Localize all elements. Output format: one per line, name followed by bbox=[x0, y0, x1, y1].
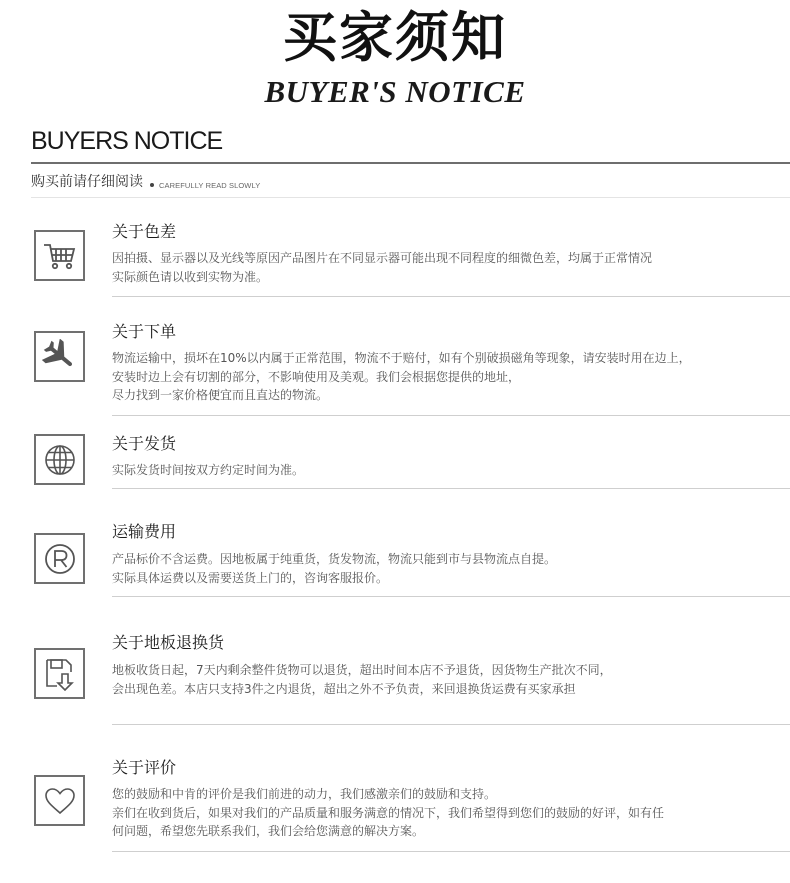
shopping-cart-icon bbox=[42, 238, 78, 274]
text-line: 实际颜色请以收到实物为准。 bbox=[112, 269, 269, 284]
item-divider bbox=[112, 488, 790, 489]
subtitle-divider bbox=[31, 197, 790, 198]
text-line: 实际发货时间按双方约定时间为准。 bbox=[112, 463, 305, 477]
page-title: 买家须知 bbox=[283, 6, 507, 69]
item-divider bbox=[112, 596, 790, 597]
return-box-icon bbox=[42, 656, 78, 692]
item-title: 关于评价 bbox=[112, 758, 177, 777]
text-line: 实际具体运费以及需要送货上门的，咨询客服报价。 bbox=[112, 570, 389, 585]
subtitle-cn: 购买前请仔细阅读 bbox=[31, 174, 143, 190]
icon-frame bbox=[34, 434, 85, 485]
subtitle-en: CAREFULLY READ SLOWLY bbox=[159, 180, 261, 190]
bullet-dot bbox=[150, 183, 154, 187]
heart-icon bbox=[42, 783, 78, 819]
text-line: 地板收货日起，7天内剩余整件货物可以退货，超出时间本店不予退货，因货物生产批次不同， bbox=[112, 663, 612, 677]
globe-icon bbox=[42, 442, 78, 478]
icon-frame bbox=[34, 230, 85, 281]
text-line: 您的鼓励和中肯的评价是我们前进的动力，我们感激亲们的鼓励和支持。 bbox=[112, 787, 497, 801]
item-description bbox=[112, 461, 782, 480]
text-line: 亲们在收到货后，如果对我们的产品质量和服务满意的情况下，我们希望得到您们的鼓励的好评，如有任 bbox=[112, 805, 665, 820]
item-divider bbox=[112, 851, 790, 852]
item-title: 关于色差 bbox=[112, 222, 177, 241]
item-description bbox=[112, 249, 782, 286]
item-divider bbox=[112, 296, 790, 297]
item-description bbox=[112, 661, 782, 698]
icon-frame bbox=[34, 533, 85, 584]
item-divider bbox=[112, 724, 790, 725]
text-line: 安装时边上会有切割的部分，不影响使用及美观。我们会根据您提供的地址， bbox=[112, 369, 521, 384]
section-divider bbox=[31, 162, 790, 164]
text-line: 产品标价不含运费。因地板属于纯重货，货发物流，物流只能到市与县物流点自提。 bbox=[112, 552, 557, 566]
registered-mark-icon bbox=[42, 541, 78, 577]
item-description bbox=[112, 349, 782, 405]
page-subtitle-en: BUYER'S NOTICE bbox=[264, 74, 526, 109]
item-title: 关于发货 bbox=[112, 434, 177, 453]
icon-frame bbox=[34, 648, 85, 699]
icon-frame bbox=[34, 775, 85, 826]
item-divider bbox=[112, 415, 790, 416]
text-line: 何问题，希望您先联系我们，我们会给您满意的解决方案。 bbox=[112, 824, 425, 838]
item-description bbox=[112, 550, 782, 587]
item-title: 关于下单 bbox=[112, 322, 177, 341]
airplane-icon bbox=[42, 339, 78, 375]
item-title: 运输费用 bbox=[112, 522, 177, 541]
item-title: 关于地板退换货 bbox=[112, 633, 225, 652]
text-line: 会出现色差。本店只支持3件之内退货，超出之外不予负责，来回退换货运费有买家承担 bbox=[112, 681, 576, 696]
section-subtitle bbox=[31, 173, 260, 191]
text-line: 因拍摄、显示器以及光线等原因产品图片在不同显示器可能出现不同程度的细微色差，均属于正常情况 bbox=[112, 251, 653, 265]
item-description bbox=[112, 785, 782, 841]
text-line: 尽力找到一家价格便宜而且直达的物流。 bbox=[112, 388, 329, 402]
section-heading: BUYERS NOTICE bbox=[31, 127, 223, 155]
text-line: 物流运输中，损坏在10%以内属于正常范围，物流不于赔付，如有个别破损磁角等现象，请安装时用在边上， bbox=[112, 351, 691, 365]
icon-frame bbox=[34, 331, 85, 382]
